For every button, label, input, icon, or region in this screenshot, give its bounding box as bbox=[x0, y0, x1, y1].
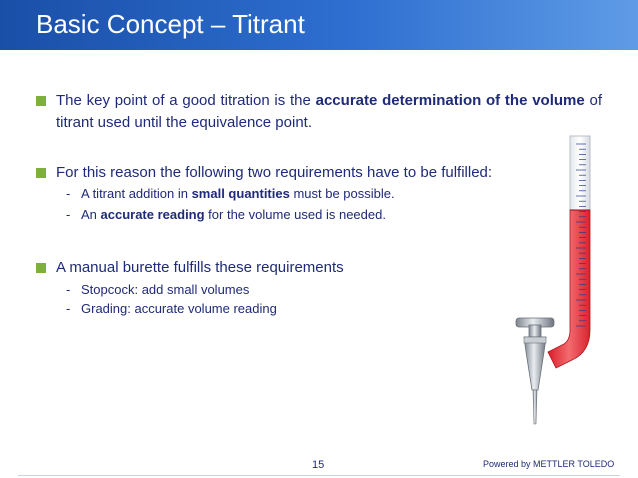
sub-1-pre: A titrant addition in bbox=[81, 186, 192, 201]
bullet-3-text: A manual burette fulfills these requirements bbox=[56, 259, 344, 276]
sub-1-post: must be possible. bbox=[289, 186, 395, 201]
sub-2-bold: accurate reading bbox=[100, 207, 205, 222]
sub-2-pre: An bbox=[81, 207, 101, 222]
stopcock-stem bbox=[529, 325, 541, 337]
bullet-1-pre: The key point of a good titration is the bbox=[56, 92, 316, 109]
slide-title: Basic Concept – Titrant bbox=[36, 9, 305, 39]
sub-dash: - bbox=[66, 282, 71, 297]
burette-tip bbox=[533, 390, 537, 424]
bullet-1-post: of titrant used until the equivalence point. bbox=[56, 92, 602, 131]
stopcock-body bbox=[524, 337, 546, 390]
sub-dash: - bbox=[66, 207, 71, 222]
footer-divider bbox=[18, 475, 620, 476]
sub-dash: - bbox=[66, 186, 71, 201]
burette-glass-tube bbox=[570, 136, 590, 210]
sub-dash: - bbox=[66, 301, 71, 316]
bullet-1-bold: accurate determination of the volume bbox=[315, 92, 585, 109]
footer-brand: Powered by METTLER TOLEDO bbox=[483, 459, 615, 469]
titrant-liquid bbox=[548, 210, 590, 368]
sub-4-text: Grading: accurate volume reading bbox=[81, 301, 277, 316]
sub-1-bold: small quantities bbox=[191, 186, 290, 201]
page-number: 15 bbox=[312, 459, 325, 471]
sub-3-text: Stopcock: add small volumes bbox=[81, 282, 250, 297]
stopcock-collar bbox=[524, 337, 546, 343]
sub-2-post: for the volume used is needed. bbox=[204, 207, 386, 222]
bullet-2-text: For this reason the following two requirements have to be fulfilled: bbox=[56, 164, 493, 181]
